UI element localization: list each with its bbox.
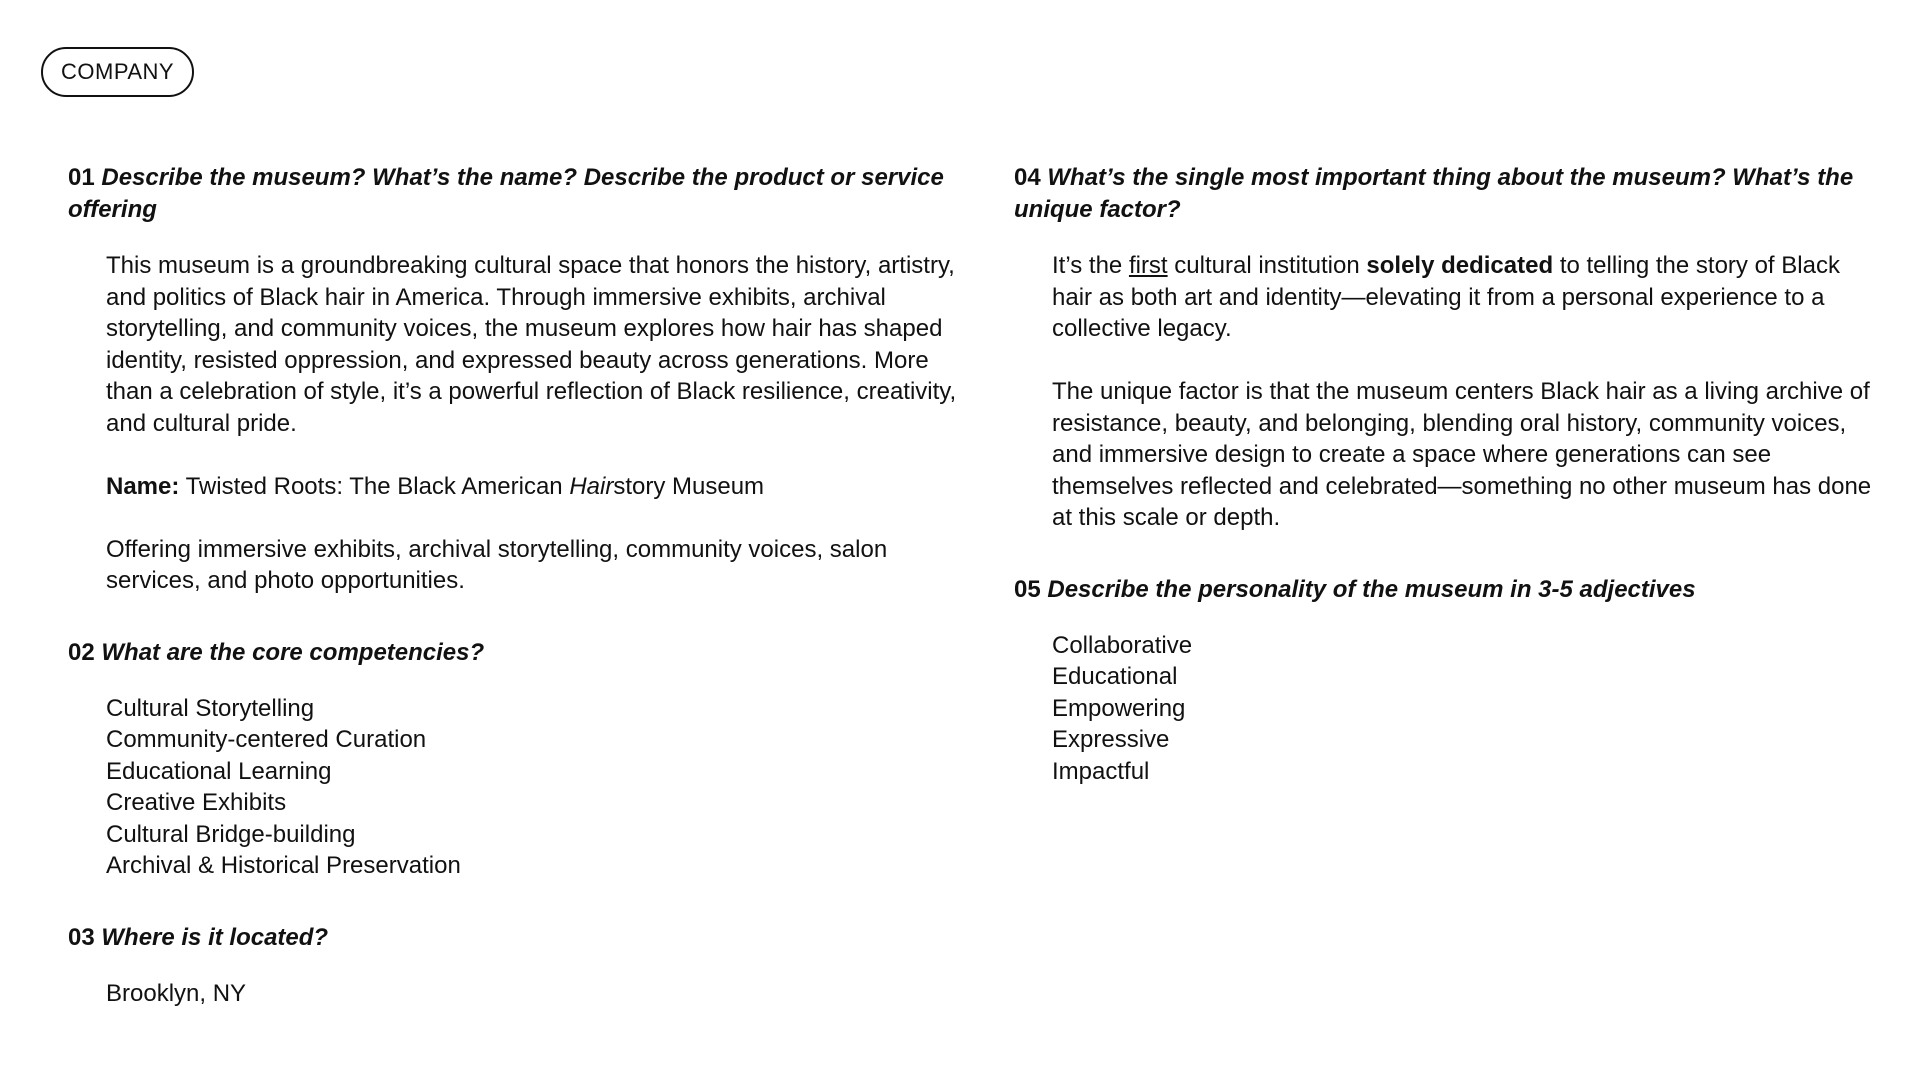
bold-phrase: solely dedicated <box>1366 252 1554 279</box>
list-item: Collaborative <box>1052 631 1193 659</box>
left-column <box>68 162 968 1049</box>
list-item: Creative Exhibits <box>106 789 287 816</box>
answer-01 <box>106 250 968 597</box>
list-item: Cultural Storytelling <box>106 694 315 722</box>
question-text: Describe the museum? What’s the name? Describe the product or service offering <box>68 164 944 223</box>
question-text: What are the core competencies? <box>101 638 485 666</box>
list-item: Educational <box>1052 663 1178 690</box>
question-number: 04 <box>1014 164 1041 191</box>
location-text: Brooklyn, NY <box>106 979 247 1007</box>
answer-05 <box>1052 630 1874 788</box>
section-04 <box>1014 162 1874 534</box>
list-item: Educational Learning <box>106 757 332 785</box>
answer-02 <box>106 693 968 882</box>
section-02 <box>68 637 968 882</box>
name-italic: Hair <box>569 472 614 500</box>
text-fragment: to telling the story of Black hair as both art and identity—elevating it from a personal experience to a collective legacy. <box>1052 252 1840 342</box>
name-suffix: story Museum <box>613 472 765 500</box>
question-number: 01 <box>68 164 95 191</box>
question-01 <box>68 162 968 226</box>
question-02 <box>68 637 968 669</box>
text-fragment: It’s the <box>1052 252 1123 279</box>
unique-paragraph-1 <box>1052 250 1874 345</box>
question-number: 03 <box>68 923 95 951</box>
offering-text: Offering immersive exhibits, archival storytelling, community voices, salon services, and photo opportunities. <box>106 535 888 594</box>
right-column <box>1014 162 1874 827</box>
list-item: Community-centered Curation <box>106 726 427 753</box>
museum-description: This museum is a groundbreaking cultural space that honors the history, artistry, and politics of Black hair in America. Through immersive exhibits, archival storytelling, and community voices, the museum explores how hair has shaped identity, resisted oppression, and expressed beauty across generations. More than a celebration of style, it’s a powerful reflection of Black resilience, creativity, and cultural pride. <box>106 252 957 437</box>
name-prefix: Twisted Roots: The Black American <box>185 472 563 500</box>
unique-paragraph-2: The unique factor is that the museum centers Black hair as a living archive of resistance, beauty, and belonging, blending oral history, community voices, and immersive design to create a space where generations can see themselves reflected and celebrated—something no other museum has done at this scale or depth. <box>1052 378 1872 531</box>
question-05 <box>1014 574 1874 606</box>
question-03 <box>68 922 968 954</box>
section-01 <box>68 162 968 597</box>
list-item: Impactful <box>1052 757 1150 785</box>
question-text: Describe the personality of the museum in 3-5 adjectives <box>1047 575 1696 603</box>
list-item: Expressive <box>1052 726 1170 753</box>
question-text: Where is it located? <box>101 923 329 951</box>
name-label: Name: <box>106 472 180 500</box>
section-03 <box>68 922 968 1010</box>
answer-04 <box>1052 250 1874 534</box>
answer-03 <box>106 978 968 1010</box>
museum-name <box>106 471 968 503</box>
question-number: 02 <box>68 638 95 666</box>
question-04 <box>1014 162 1874 226</box>
list-item: Empowering <box>1052 694 1186 722</box>
question-number: 05 <box>1014 575 1041 603</box>
company-tag: COMPANY <box>41 47 194 97</box>
section-05 <box>1014 574 1874 788</box>
underlined-word: first <box>1128 252 1168 279</box>
text-fragment: cultural institution <box>1174 252 1360 279</box>
list-item: Archival & Historical Preservation <box>106 852 461 879</box>
question-text: What’s the single most important thing about the museum? What’s the unique factor? <box>1014 164 1854 223</box>
list-item: Cultural Bridge-building <box>106 820 356 848</box>
